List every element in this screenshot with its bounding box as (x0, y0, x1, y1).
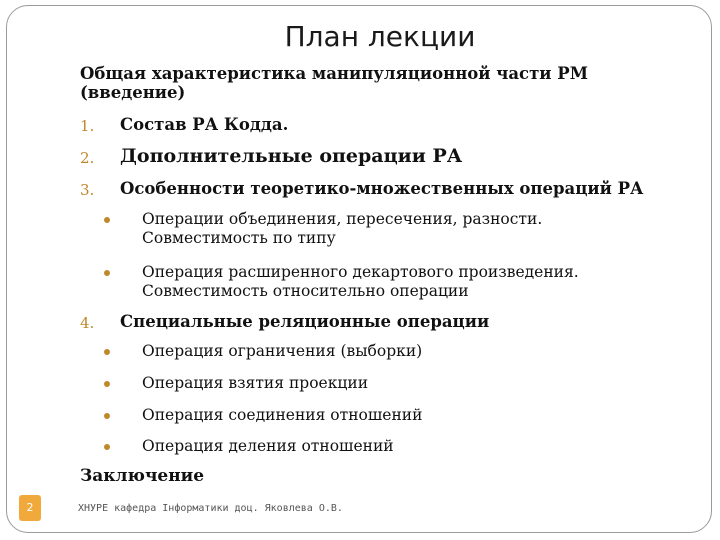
bullet-icon (104, 349, 110, 355)
footer-text: ХНУРЕ кафедра Інформатики доц. Яковлева О.В. (78, 503, 343, 514)
bullet-icon (104, 217, 110, 223)
sub-item-3-1 (142, 210, 542, 248)
list-item-1: Состав РА Кодда. (120, 115, 289, 134)
sub-item-4-4: Операция деления отношений (142, 437, 394, 455)
bullet-icon (104, 381, 110, 387)
list-item-3: Особенности теоретико-множественных операций РА (120, 179, 644, 198)
intro-line-1: Общая характеристика манипуляционной части РМ (80, 64, 588, 83)
sub-item-4-2: Операция взятия проекции (142, 374, 369, 392)
intro-line-2: (введение) (80, 83, 186, 102)
page-number-badge: 2 (19, 495, 41, 521)
sub-item-4-1: Операция ограничения (выборки) (142, 342, 423, 360)
list-item-2: Дополнительные операции РА (120, 145, 463, 167)
sub-item-3-2-line-2: Совместимость относительно операции (142, 282, 469, 300)
sub-item-3-2-line-1: Операция расширенного декартового произведения. (142, 263, 579, 281)
bullet-icon (104, 413, 110, 419)
bullet-icon (104, 444, 110, 450)
item-number-2: 2. (80, 149, 95, 167)
sub-item-3-2 (142, 263, 579, 301)
item-number-3: 3. (80, 181, 95, 199)
conclusion-heading: Заключение (80, 466, 205, 486)
list-item-4: Специальные реляционные операции (120, 312, 490, 331)
intro-text (80, 64, 588, 102)
sub-item-3-1-line-1: Операции объединения, пересечения, разности. (142, 210, 543, 228)
item-number-4: 4. (80, 314, 95, 332)
slide-title: План лекции (284, 20, 476, 53)
item-number-1: 1. (80, 117, 95, 135)
sub-item-3-1-line-2: Совместимость по типу (142, 229, 336, 247)
bullet-icon (104, 270, 110, 276)
sub-item-4-3: Операция соединения отношений (142, 406, 423, 424)
